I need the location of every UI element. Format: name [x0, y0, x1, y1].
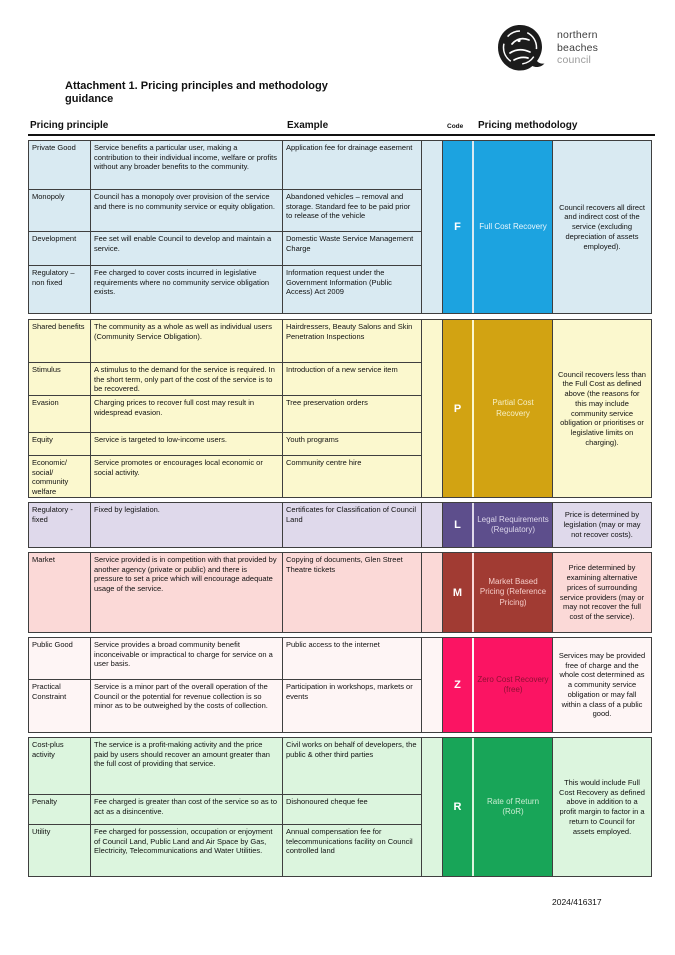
table-row	[29, 824, 421, 876]
code-badge: P	[443, 320, 474, 497]
spacer-column	[421, 638, 443, 732]
principle-name: Economic/ social/ community welfare	[29, 456, 91, 497]
principle-description: Service provides a broad community benefit inconceivable or impractical to charge for service on a user basis.	[91, 638, 283, 679]
principle-example: Introduction of a new service item	[286, 365, 398, 374]
principle-description: A stimulus to the demand for the service is required. In the short term, only part of the cost of the service is to be recovered.	[91, 363, 283, 395]
principle-description: Fixed by legislation.	[91, 503, 283, 547]
table-row	[29, 738, 421, 794]
table-row	[29, 320, 421, 362]
spacer-column	[421, 141, 443, 313]
table-row	[29, 189, 421, 231]
principle-name: Utility	[29, 825, 91, 876]
table-row	[29, 432, 421, 455]
code-badge: L	[443, 503, 474, 547]
principle-example: Youth programs	[286, 435, 339, 444]
table-row	[29, 794, 421, 824]
table-row	[29, 503, 421, 547]
code-badge: Z	[443, 638, 474, 732]
spacer-column	[421, 503, 443, 547]
methodology-description: Services may be provided free of charge and the whole cost determined as a community service obligation or may fall within a class of a public good.	[558, 650, 646, 719]
principle-example: Tree preservation orders	[286, 398, 368, 407]
logo-line-2: beaches	[557, 41, 599, 54]
methodology-description: Price is determined by legislation (may or may not recover costs).	[563, 510, 641, 539]
header-rule	[28, 134, 655, 136]
table-row	[29, 455, 421, 497]
principle-description: The service is a profit-making activity and the price paid by users should recover an amount greater than the full cost of providing that service.	[91, 738, 283, 794]
table-column-headers	[28, 120, 655, 134]
principle-description: Service promotes or encourages local economic or social activity.	[91, 456, 283, 497]
principle-example: Public access to the internet	[286, 640, 380, 649]
methodology-name: Partial Cost Recovery	[474, 320, 553, 497]
principle-description: The community as a whole as well as individual users (Community Service Obligation).	[91, 320, 283, 362]
principle-description: Charging prices to recover full cost may result in widespread evasion.	[91, 396, 283, 432]
principle-example: Annual compensation fee for telecommunications facility on Council controlled land	[286, 827, 413, 856]
principle-description: Service is a minor part of the overall operation of the Council or the potential for revenue collection is so minor as to be outweighed by the costs of collection.	[91, 680, 283, 732]
section-partial-cost-recovery	[28, 319, 652, 498]
methodology-name: Market Based Pricing (Reference Pricing)	[474, 553, 553, 632]
principle-example: Copying of documents, Glen Street Theatre tickets	[286, 555, 403, 574]
page-title: Attachment 1. Pricing principles and methodology guidance	[65, 80, 328, 105]
logo-line-1: northern	[557, 29, 598, 42]
principle-example: Abandoned vehicles – removal and storage. Standard fee to be paid prior to release of the vehicle	[286, 192, 411, 221]
principle-name: Evasion	[29, 396, 91, 432]
principle-name: Development	[29, 232, 91, 265]
principle-name: Regulatory - fixed	[29, 503, 91, 547]
principle-example: Participation in workshops, markets or events	[286, 682, 413, 701]
principle-example: Information request under the Government Information (Public Access) Act 2009	[286, 268, 392, 297]
principle-description: Service benefits a particular user, making a contribution to their individual income, welfare or profits without any broader benefits to the community.	[91, 141, 283, 189]
table-row	[29, 231, 421, 265]
section-full-cost-recovery	[28, 140, 652, 314]
principle-name: Stimulus	[29, 363, 91, 395]
code-badge: R	[443, 738, 474, 876]
principle-name: Equity	[29, 433, 91, 455]
principle-name: Practical Constraint	[29, 680, 91, 732]
principle-description: Fee set will enable Council to develop and maintain a service.	[91, 232, 283, 265]
principle-description: Service provided is in competition with that provided by another agency (private or public) and there is pressure to set a price which will encourage adequate usage of the service.	[91, 553, 283, 632]
code-badge: F	[443, 141, 474, 313]
section-zero-cost-recovery	[28, 637, 652, 733]
principle-name: Private Good	[29, 141, 91, 189]
principle-name: Monopoly	[29, 190, 91, 231]
principle-example: Community centre hire	[286, 458, 362, 467]
section-legal-requirements	[28, 502, 652, 548]
section-rate-of-return	[28, 737, 652, 877]
principle-name: Penalty	[29, 795, 91, 824]
spacer-column	[421, 553, 443, 632]
header-pricing-methodology: Pricing methodology	[478, 120, 578, 131]
table-row	[29, 679, 421, 732]
principle-example: Application fee for drainage easement	[286, 143, 413, 152]
methodology-description: Council recovers all direct and indirect cost of the service (excluding depreciation of assets employed).	[559, 202, 645, 251]
principle-example: Civil works on behalf of developers, the public & other third parties	[286, 740, 417, 759]
principle-description: Fee charged to cover costs incurred in legislative requirements where no community service obligation exists.	[91, 266, 283, 313]
table-row	[29, 395, 421, 432]
principle-name: Market	[29, 553, 91, 632]
principle-example: Hairdressers, Beauty Salons and Skin Penetration Inspections	[286, 322, 413, 341]
principle-name: Cost-plus activity	[29, 738, 91, 794]
principle-description: Fee charged for possession, occupation or enjoyment of Council Land, Public Land and Air Space by Gas, Electricity, Telecommunications and Water Utilities.	[91, 825, 283, 876]
document-reference-number: 2024/416317	[552, 897, 602, 907]
council-logo-text	[557, 29, 598, 67]
council-logo	[497, 24, 598, 72]
table-row	[29, 141, 421, 189]
methodology-name: Rate of Return (RoR)	[474, 738, 553, 876]
council-logo-icon	[497, 24, 547, 72]
logo-line-3: council	[557, 54, 592, 67]
table-row	[29, 638, 421, 679]
methodology-name: Full Cost Recovery	[474, 141, 553, 313]
spacer-column	[421, 738, 443, 876]
header-pricing-principle: Pricing principle	[30, 120, 109, 131]
methodology-name: Legal Requirements (Regulatory)	[474, 503, 553, 547]
table-row	[29, 362, 421, 395]
principle-name: Regulatory – non fixed	[29, 266, 91, 313]
principle-description: Fee charged is greater than cost of the service so as to act as a disincentive.	[91, 795, 283, 824]
section-market-based-pricing	[28, 552, 652, 633]
principle-name: Shared benefits	[29, 320, 91, 362]
principle-name: Public Good	[29, 638, 91, 679]
table-row	[29, 553, 421, 632]
code-badge: M	[443, 553, 474, 632]
table-row	[29, 265, 421, 313]
header-code: Code	[447, 123, 464, 130]
principle-example: Domestic Waste Service Management Charge	[286, 234, 414, 253]
principle-description: Service is targeted to low-income users.	[91, 433, 283, 455]
header-example: Example	[287, 120, 329, 131]
spacer-column	[421, 320, 443, 497]
principle-example: Dishonoured cheque fee	[286, 797, 368, 806]
methodology-description: This would include Full Cost Recovery as defined above in addition to a profit margin to factor in a return to Council for assets employed.	[559, 777, 645, 836]
methodology-name: Zero Cost Recovery (free)	[474, 638, 553, 732]
methodology-description: Price determined by examining alternative prices of surrounding service providers (may or may not recover the full cost of the service).	[559, 563, 645, 621]
methodology-description: Council recovers less than the Full Cost as defined above (the reasons for this may include community service obligation or prioritises or legislative limits on charging).	[558, 369, 646, 447]
principle-example: Certificates for Classification of Council Land	[286, 505, 417, 524]
principle-description: Council has a monopoly over provision of the service and there is no community service or equity obligation.	[91, 190, 283, 231]
